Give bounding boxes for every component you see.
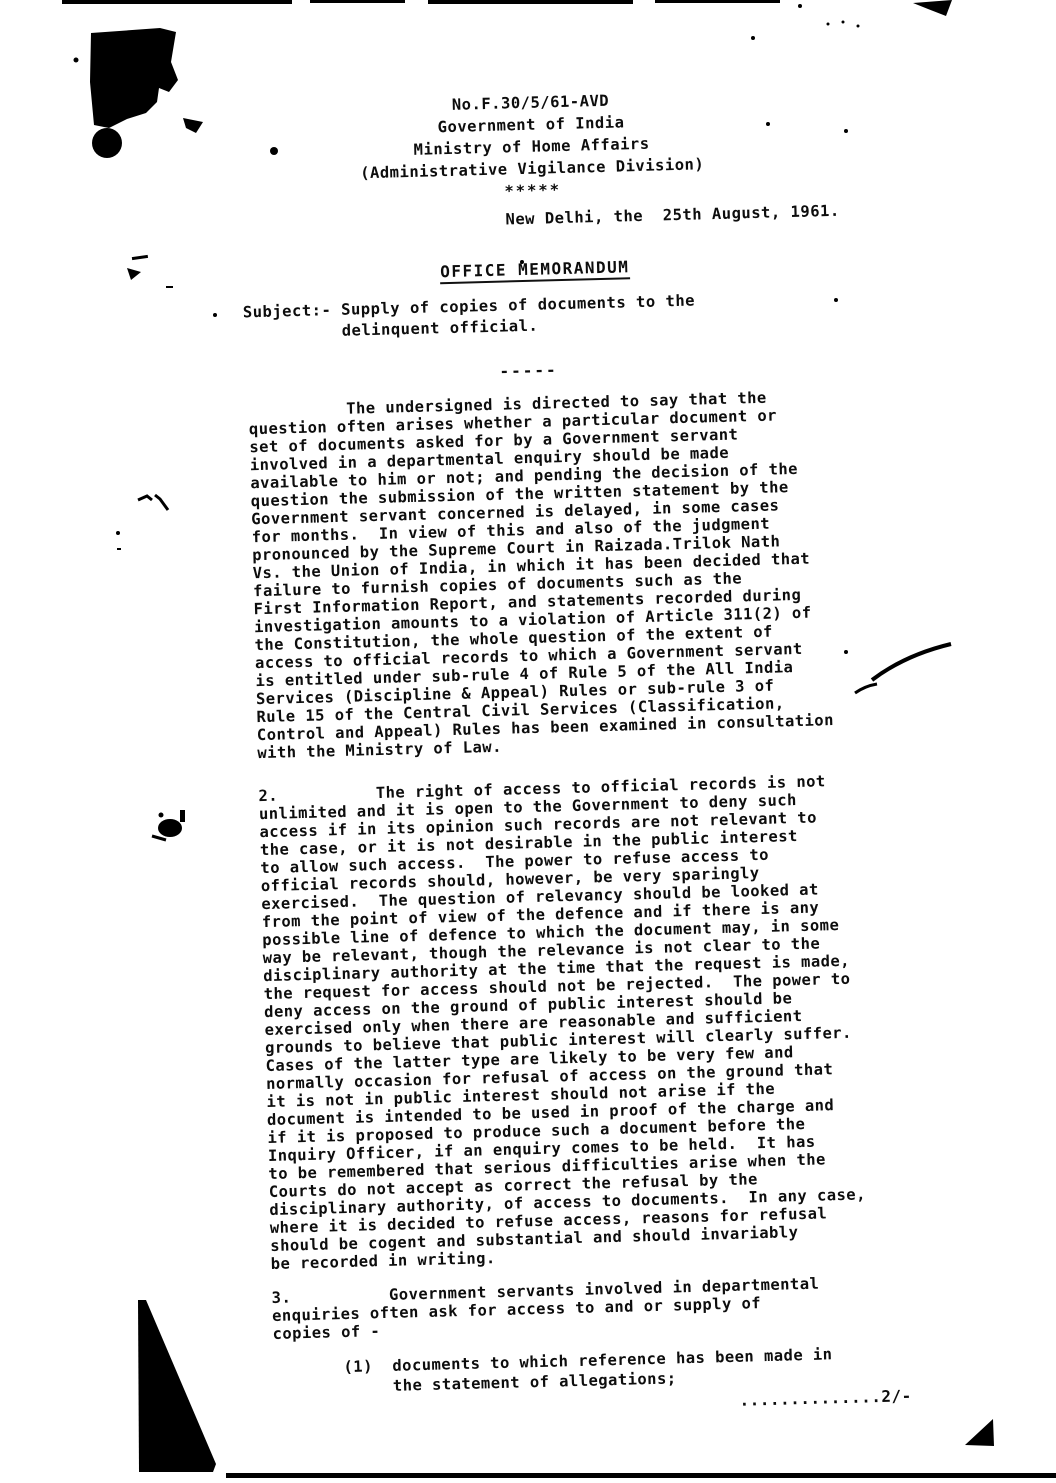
- dateline: New Delhi, the 25th August, 1961.: [505, 201, 840, 229]
- memo-title: [145, 250, 925, 289]
- stars-separator: *****: [504, 181, 562, 201]
- paragraph-2: 2. The right of access to official records is not unlimited and it is open to the Government to deny such access if in its opinion such records are not relevant to the case, or it is not desirable in the public interest to allow such access. The power to refuse access to official records should, however, be very sparingly exercised. The question of relevancy should be looked at from the point of view of the defence and if there is any possible line of defence to which the document may, in some way be relevant, though the relevance is not clear to the disciplinary authority at the time that the request is made, the request for access should not be rejected. The power to deny access on the ground of public interest should be exercised only when there are reasonable and sufficient grounds to believe that public interest will clearly suffer. Cases of the latter type are likely to be very few and normally occasion for refusal of access on the ground that it is not in public interest should not arise if the document is intended to be used in proof of the charge and if it is proposed to produce such a document before the Inquiry Officer, if an enquiry comes to be held. It has to be remembered that serious difficulties arise when the Courts do not accept as correct the refusal by the disciplinary authority, of access to documents. In any case, where it is decided to refuse access, reasons for refusal should be cogent and substantial and should invariably be recorded in writing.: [258, 772, 867, 1273]
- list-item-1: (1) documents to which reference has been made in the statement of allegations;: [343, 1345, 833, 1397]
- division-name: (Administrative Vigilance Division): [359, 155, 705, 183]
- divider-dashes: -----: [499, 360, 558, 381]
- page-continuation: ..............2/-: [739, 1386, 912, 1410]
- scan-edge-bottom: [226, 1419, 1056, 1478]
- ministry-name: Ministry of Home Affairs: [413, 134, 650, 159]
- scan-edge-top: [62, 0, 952, 40]
- subject-block: Subject:- Supply of copies of documents to the delinquent official.: [242, 291, 696, 343]
- file-number: No.F.30/5/61-AVD: [451, 91, 610, 114]
- paragraph-1: The undersigned is directed to say that the question often arises whether a particular document or set of documents asked for by a Government servant involved in a departmental enquiry should be made available to him or not; and pending the decision of the question the submission of the written statement by the Government servant concerned is delayed, in some cases for months. In view of this and also of the judgment pronounced by the Supreme Court in Raizada.Trilok Nath Vs. the Union of India, in which it has been decided that failure to furnish copies of documents such as the First Information Report, and statements recorded during investigation amounts to a violation of Article 311(2) of the Constitution, the whole question of the extent of access to official records to which a Government servant is entitled under sub-rule 4 of Rule 5 of the All India Services (Discipline & Appeal) Rules or sub-rule 3 of Rule 15 of the Central Civil Services (Classification, Control and Appeal) Rules has been examined in consultation with the Ministry of Law.: [248, 388, 835, 763]
- memo-header: [140, 70, 923, 212]
- memo-title-text: OFFICE MEMORANDUM: [440, 257, 630, 284]
- org-name: Government of India: [437, 113, 625, 137]
- paragraph-3: 3. Government servants involved in departmental enquiries often ask for access to and or supply of copies of -: [271, 1274, 820, 1343]
- memo-content: [140, 69, 975, 1424]
